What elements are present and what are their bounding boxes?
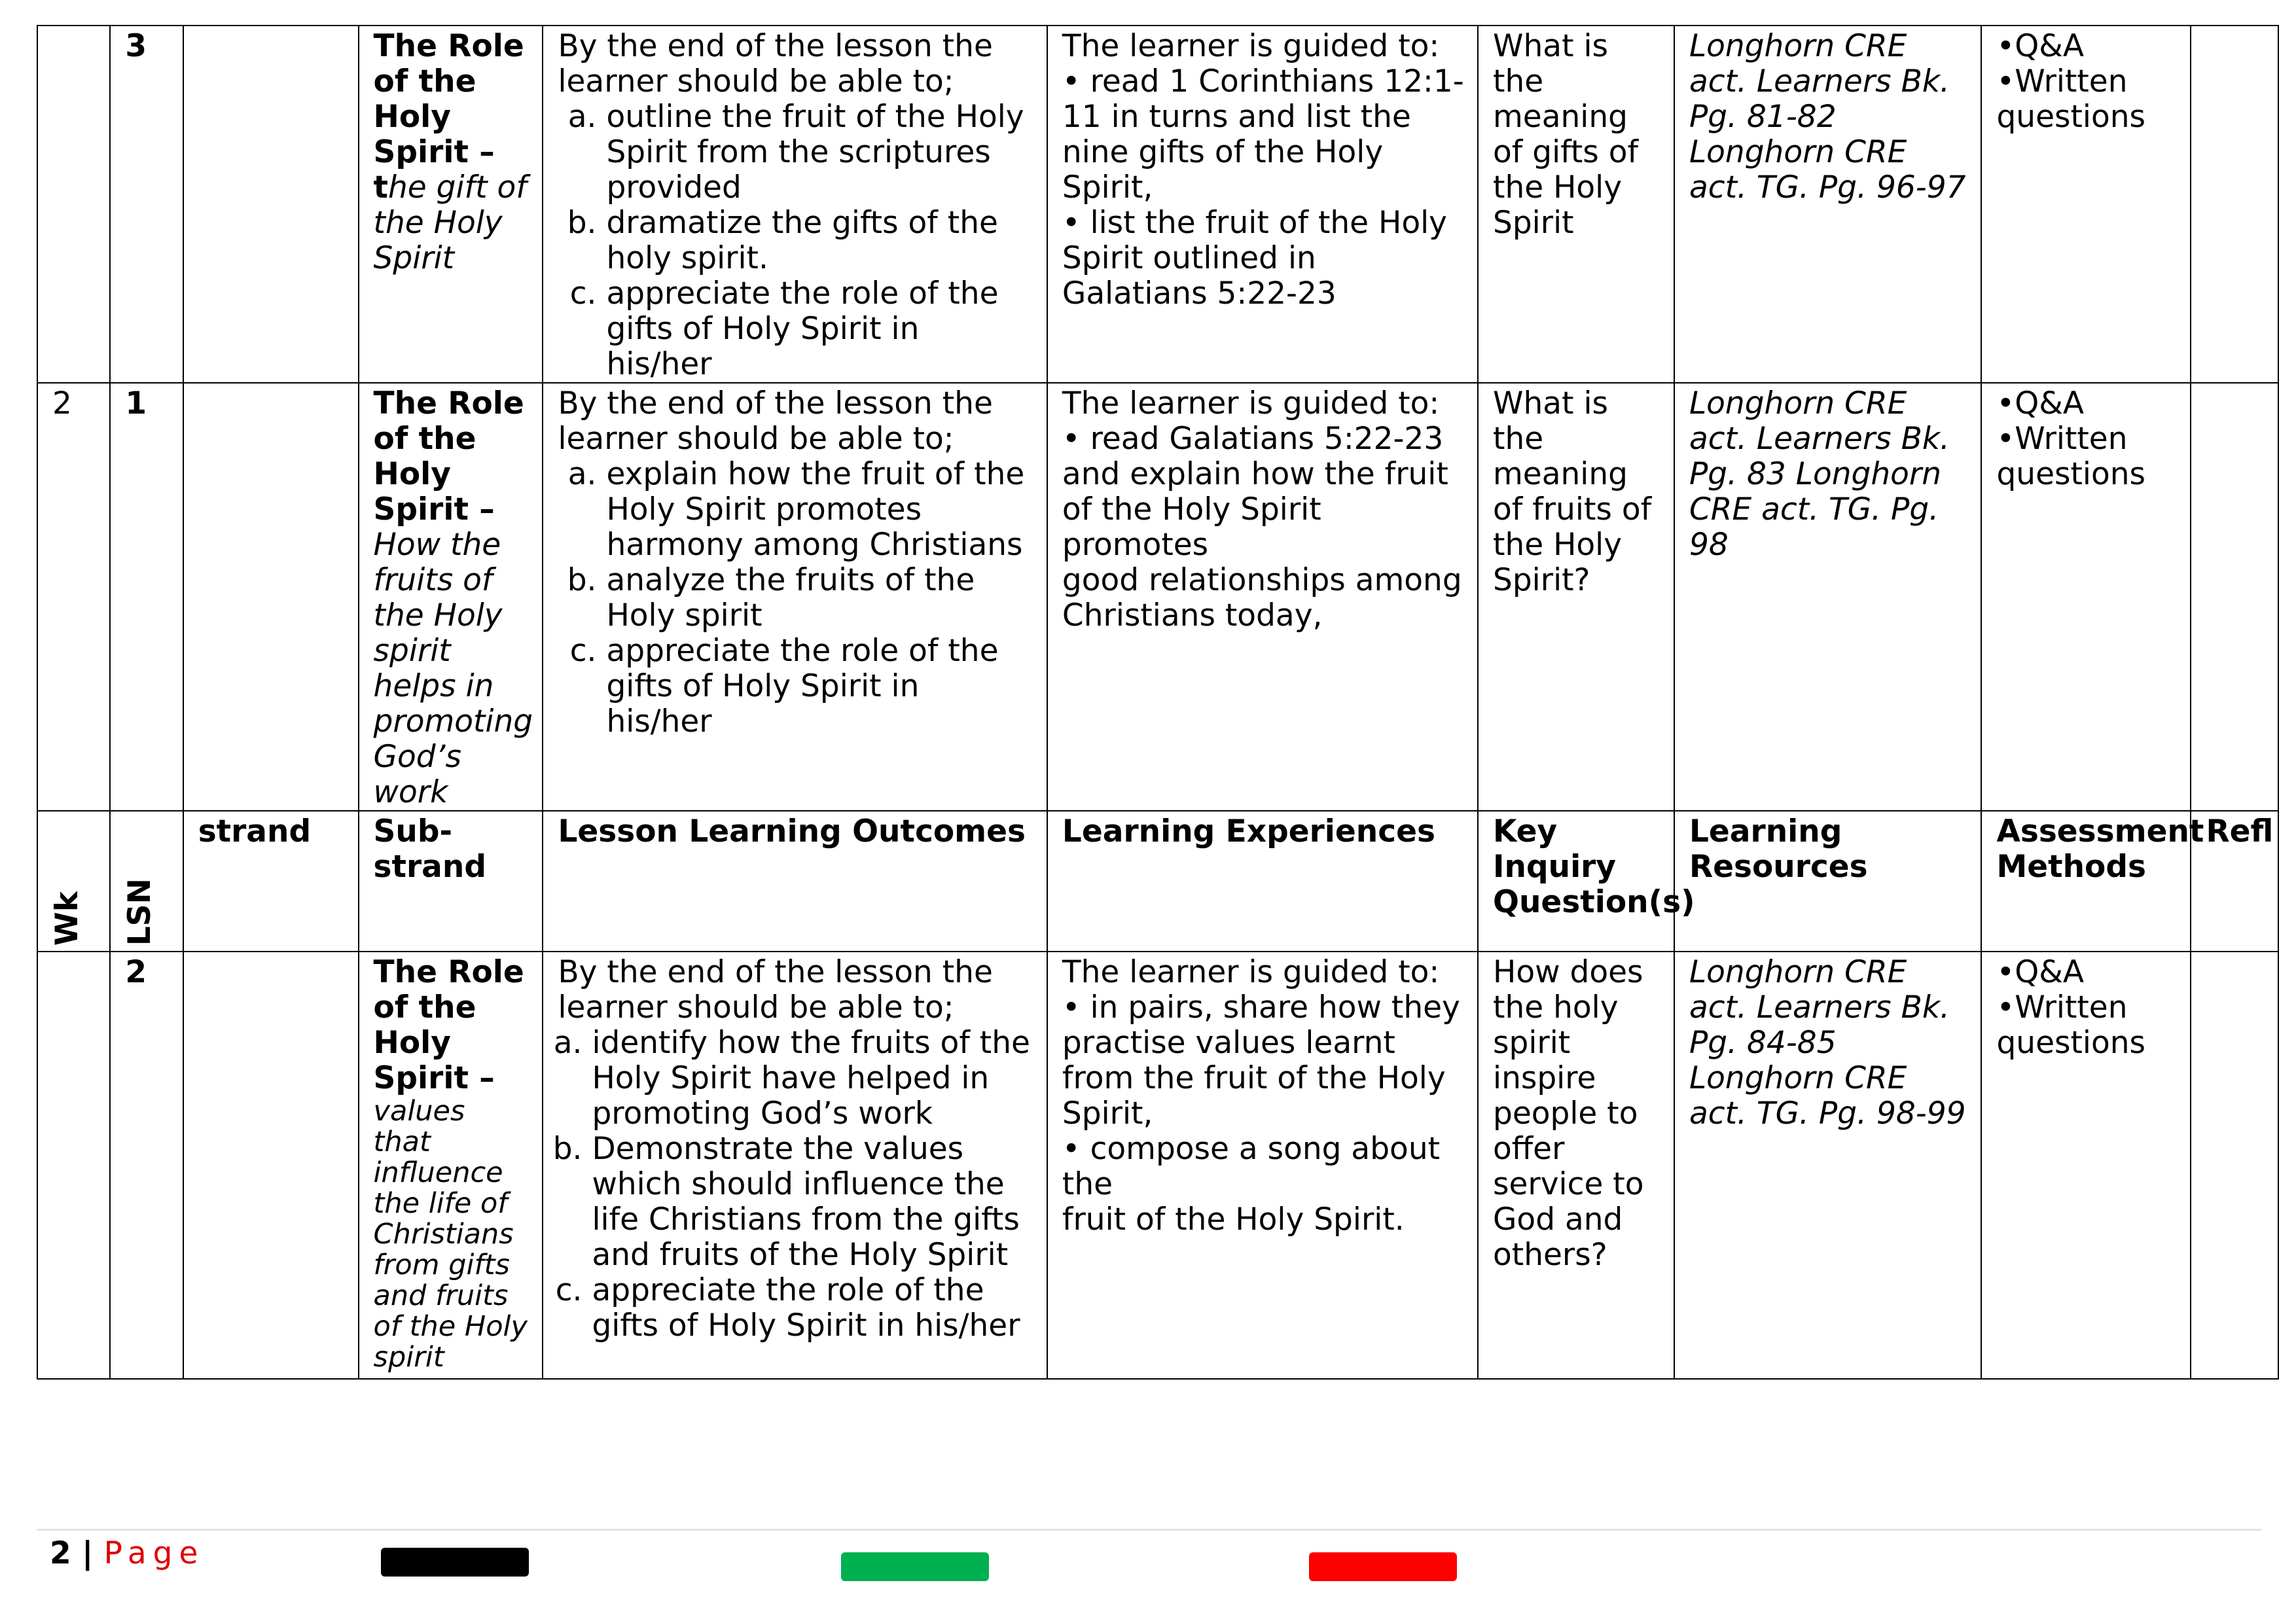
sub-strand-cell [359, 26, 543, 383]
assessment-item: • Q&A [1996, 955, 2177, 990]
experience-line: • in pairs, share how they practise values learnt from the fruit of the Holy Spirit, [1062, 990, 1460, 1132]
page-number: 2 [50, 1535, 71, 1571]
assessment-list [1996, 29, 2177, 135]
key-inquiry-cell: What is the meaning of fruits of the Holy Spirit? [1478, 383, 1674, 811]
outcome-item: b. analyze the fruits of the Holy spirit [606, 563, 1033, 633]
experience-line: The learner is guided to: [1062, 385, 1440, 421]
table-row [37, 26, 2278, 383]
experience-line: • read Galatians 5:22-23 and explain how the fruit of the Holy Spirit promotes [1062, 421, 1448, 563]
learning-outcomes-cell [543, 383, 1047, 811]
lesson-number-cell: 1 [110, 383, 183, 811]
table-row [37, 952, 2278, 1379]
strand-cell [183, 952, 359, 1379]
learning-resources-cell: Longhorn CRE act. Learners Bk. Pg. 81-82 Longhorn CRE act. TG. Pg. 96-97 [1674, 26, 1982, 383]
assessment-item: • Q&A [1996, 386, 2177, 421]
page-separator: | [71, 1535, 104, 1571]
assessment-item: • Written questions [1996, 990, 2177, 1061]
outcome-item: a. explain how the fruit of the Holy Spirit promotes harmony among Christians [606, 457, 1033, 563]
sub-strand-topic: How the fruits of the Holy spirit helps in promoting God’s work [373, 527, 533, 810]
outcomes-list [558, 99, 1033, 382]
header-assessment: Assessment Methods [1981, 811, 2191, 952]
learning-outcomes-cell [543, 26, 1047, 383]
sub-strand-title: The Role of the Holy Spirit – t [373, 28, 524, 205]
outcome-item: c. appreciate the role of the gifts of Holy Spirit in his/her [606, 276, 1033, 382]
red-color-bar [1309, 1552, 1457, 1581]
outcome-item: c. appreciate the role of the gifts of Holy Spirit in his/her [592, 1273, 1033, 1344]
experience-line: • compose a song about the [1062, 1131, 1441, 1202]
outcome-item: b. dramatize the gifts of the holy spirit. [606, 205, 1033, 276]
experience-line: • list the fruit of the Holy Spirit outlined in Galatians 5:22-23 [1062, 205, 1447, 312]
assessment-cell [1981, 952, 2191, 1379]
week-cell [37, 952, 110, 1379]
learning-experiences-cell [1047, 952, 1478, 1379]
reflection-cell [2191, 26, 2278, 383]
header-strand: strand [183, 811, 359, 952]
header-week [37, 811, 110, 952]
assessment-list [1996, 386, 2177, 492]
learning-experiences-cell [1047, 26, 1478, 383]
page-footer [50, 1534, 204, 1573]
header-key-inquiry: Key Inquiry Question(s) [1478, 811, 1674, 952]
header-learning-experiences: Learning Experiences [1047, 811, 1478, 952]
outcomes-intro: By the end of the lesson the learner should be able to; [558, 385, 993, 457]
sub-strand-topic: values that influence the life of Christians from gifts and fruits of the Holy spirit [373, 1095, 528, 1374]
assessment-item: • Q&A [1996, 29, 2177, 64]
strand-cell [183, 383, 359, 811]
page-word: Page [103, 1535, 205, 1571]
table-header-row [37, 811, 2278, 952]
reflection-cell [2191, 952, 2278, 1379]
outcome-item: a. identify how the fruits of the Holy Spirit have helped in promoting God’s work [592, 1026, 1033, 1132]
outcomes-intro: By the end of the lesson the learner should be able to; [558, 954, 993, 1026]
learning-resources-cell: Longhorn CRE act. Learners Bk. Pg. 84-85 Longhorn CRE act. TG. Pg. 98-99 [1674, 952, 1982, 1379]
assessment-cell [1981, 383, 2191, 811]
key-inquiry-cell: How does the holy spirit inspire people to offer service to God and others? [1478, 952, 1674, 1379]
learning-outcomes-cell [543, 952, 1047, 1379]
header-learning-outcomes: Lesson Learning Outcomes [543, 811, 1047, 952]
experience-line: good relationships among Christians today, [1062, 562, 1462, 633]
header-lesson [110, 811, 183, 952]
learning-experiences-cell [1047, 383, 1478, 811]
experience-line: fruit of the Holy Spirit. [1062, 1202, 1405, 1238]
sub-strand-cell [359, 952, 543, 1379]
strand-cell [183, 26, 359, 383]
assessment-item: • Written questions [1996, 421, 2177, 492]
experience-line: The learner is guided to: [1062, 954, 1440, 990]
sub-strand-title: The Role of the Holy Spirit – [373, 385, 524, 527]
reflection-cell [2191, 383, 2278, 811]
outcomes-intro: By the end of the lesson the learner should be able to; [558, 28, 993, 99]
black-color-bar [381, 1548, 529, 1577]
lesson-number-cell: 2 [110, 952, 183, 1379]
header-reflection: Refl [2191, 811, 2278, 952]
learning-resources-cell: Longhorn CRE act. Learners Bk. Pg. 83 Longhorn CRE act. TG. Pg. 98 [1674, 383, 1982, 811]
experience-line: • read 1 Corinthians 12:1-11 in turns and list the nine gifts of the Holy Spirit, [1062, 63, 1464, 205]
outcome-item: a. outline the fruit of the Holy Spirit from the scriptures provided [606, 99, 1033, 205]
sub-strand-cell [359, 383, 543, 811]
key-inquiry-cell: What is the meaning of gifts of the Holy Spirit [1478, 26, 1674, 383]
outcomes-list [558, 1026, 1033, 1344]
outcome-item: c. appreciate the role of the gifts of Holy Spirit in his/her [606, 633, 1033, 740]
green-color-bar [841, 1552, 989, 1581]
sub-strand-topic: he gift of the Holy Spirit [373, 169, 527, 276]
sub-strand-title: The Role of the Holy Spirit – [373, 954, 524, 1096]
assessment-item: • Written questions [1996, 64, 2177, 135]
week-cell: 2 [37, 383, 110, 811]
assessment-cell [1981, 26, 2191, 383]
footer-divider [37, 1529, 2262, 1531]
outcome-item: b. Demonstrate the values which should influence the life Christians from the gifts and fruits of the Holy Spirit [592, 1132, 1033, 1273]
lesson-number-cell: 3 [110, 26, 183, 383]
scheme-of-work-table [37, 25, 2279, 1380]
week-cell [37, 26, 110, 383]
assessment-list [1996, 955, 2177, 1061]
header-learning-resources: Learning Resources [1674, 811, 1982, 952]
table-row [37, 383, 2278, 811]
experience-line: The learner is guided to: [1062, 28, 1440, 64]
header-lesson-label: LSN [122, 878, 158, 946]
header-week-label: Wk [49, 891, 85, 946]
header-sub-strand: Sub-strand [359, 811, 543, 952]
outcomes-list [558, 457, 1033, 740]
